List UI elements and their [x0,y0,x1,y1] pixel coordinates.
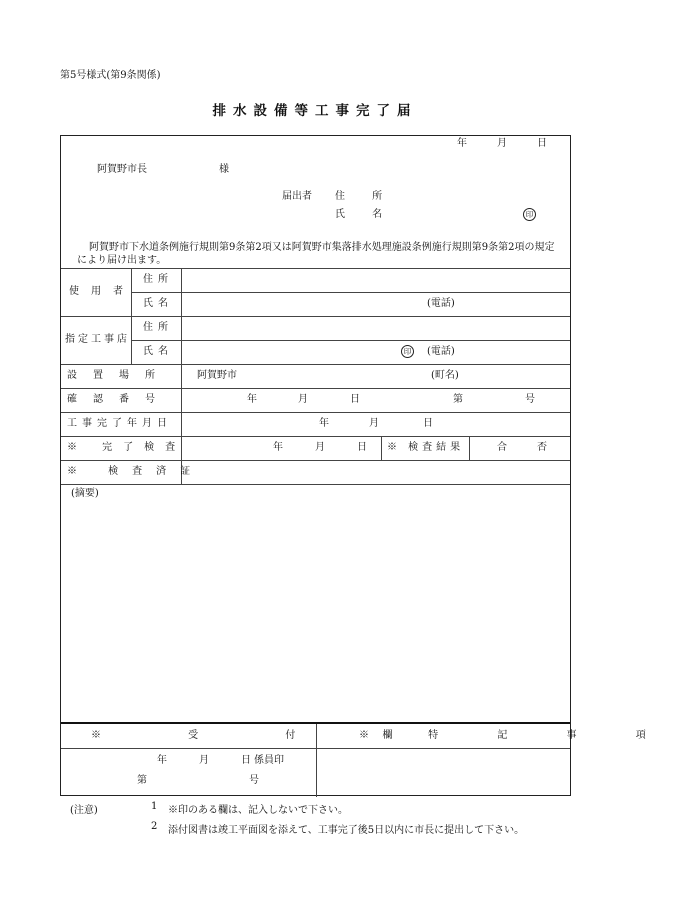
reception-day: 日 [241,755,251,766]
confirmation-no-suffix: 号 [525,394,535,405]
rule [381,436,382,460]
reception-stamp-label: 係員印 [254,755,284,766]
rule [61,316,570,317]
page-title: 排水設備等工事完了届 [212,103,418,119]
note-1-number: 1 [151,801,158,812]
inspection-day: 日 [357,442,367,453]
location-city: 阿賀野市 [197,370,237,381]
date-year-label: 年 [457,138,467,149]
note-2-text: 添付図書は竣工平面図を添えて、工事完了後5日以内に市長に提出して下さい。 [168,825,525,836]
inspection-month: 月 [315,442,325,453]
summary-label: (摘要) [71,488,99,499]
confirmation-month: 月 [298,394,308,405]
rule [61,484,570,485]
notifier-seal-icon: 印 [523,208,536,221]
inspection-label: ※ 完了検査 [67,442,187,453]
completion-year: 年 [319,418,329,429]
note-1-text: ※印のある欄は、記入しないで下さい。 [168,805,348,816]
rule [61,388,570,389]
notes-heading: (注意) [70,805,98,816]
rule [61,460,570,461]
notifier-label: 届出者 [282,191,312,202]
rule [131,340,570,341]
reception-no-prefix: 第 [137,775,147,786]
rule [131,292,570,293]
addressee-mayor: 阿賀野市長 [97,164,147,175]
body-text-line-2: により届け出ます。 [77,255,167,266]
confirmation-label: 確認番号 [67,394,171,405]
inspection-pass: 合 [497,442,507,453]
rule [61,412,570,413]
user-label: 使用者 [69,286,135,297]
rule [61,268,570,269]
date-month-label: 月 [497,138,507,149]
inspection-fail: 否 [537,442,547,453]
rule [469,436,470,460]
notifier-name-label: 氏 名 [335,209,395,220]
note-2-number: 2 [151,821,158,832]
rule [131,268,132,364]
reception-year: 年 [157,755,167,766]
user-address-label: 住所 [143,274,173,285]
contractor-phone-label: (電話) [427,346,455,357]
rule [61,436,570,437]
confirmation-year: 年 [247,394,257,405]
inspection-result-label: ※ 検査結果 [387,442,465,453]
location-label: 設置場所 [67,370,171,381]
special-notes-label: ※ 特 記 事 項 [359,730,674,741]
completion-day: 日 [423,418,433,429]
reception-label: ※ 受 付 欄 [91,730,435,741]
location-town-label: (町名) [431,370,459,381]
date-day-label: 日 [537,138,547,149]
form-frame [60,135,674,796]
confirmation-day: 日 [350,394,360,405]
user-name-label: 氏名 [143,298,173,309]
user-phone-label: (電話) [427,298,455,309]
contractor-name-label: 氏名 [143,346,173,357]
completion-month: 月 [369,418,379,429]
form-reference: 第5号様式(第9条関係) [60,70,161,81]
confirmation-no-prefix: 第 [453,394,463,405]
rule [61,364,570,365]
contractor-address-label: 住所 [143,322,173,333]
completion-label: 工事完了年月日 [67,418,172,429]
reception-no-suffix: 号 [249,775,259,786]
notifier-address-label: 住 所 [335,191,395,202]
reception-month: 月 [199,755,209,766]
addressee-honorific: 様 [219,164,229,175]
certificate-label: ※ 検査済証 [67,466,205,477]
contractor-seal-icon: 印 [401,345,414,358]
body-text-line-1: 阿賀野市下水道条例施行規則第9条第2項又は阿賀野市集落排水処理施設条例施行規則第9条第2項の規定 [89,242,555,253]
contractor-label: 指定工事店 [65,334,130,345]
reception-special-box [61,722,674,797]
inspection-year: 年 [273,442,283,453]
